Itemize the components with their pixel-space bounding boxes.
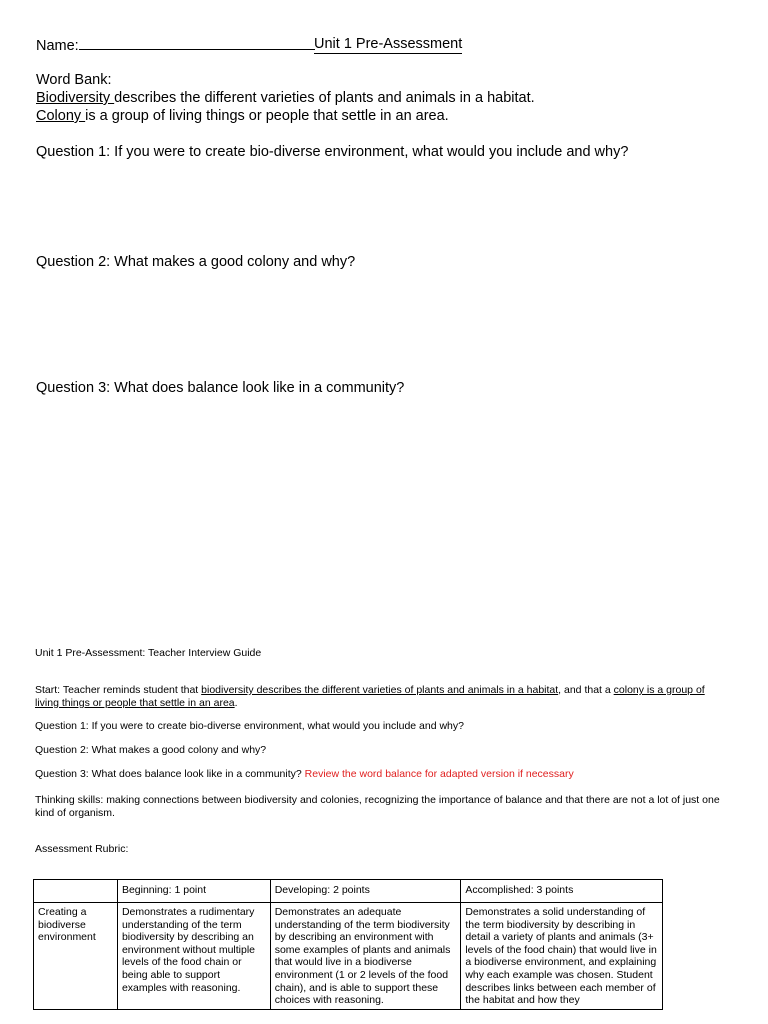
rubric-header-empty (34, 880, 118, 903)
start-biodiversity-definition: biodiversity describes the different varieties of plants and animals in a habitat (201, 684, 559, 696)
guide-question-1: Question 1: If you were to create bio-diverse environment, what would you include and why? (35, 720, 464, 732)
guide-question-3-text: Question 3: What does balance look like in a community? (35, 768, 305, 780)
guide-start (35, 684, 725, 710)
rubric-criterion: Creating a biodiverse environment (34, 903, 118, 1010)
question-2: Question 2: What makes a good colony and why? (36, 254, 356, 270)
term-biodiversity: Biodiversity (36, 90, 115, 106)
question-3: Question 3: What does balance look like in a community? (36, 380, 405, 396)
rubric-header-developing: Developing: 2 points (270, 880, 461, 903)
definition-colony: is a group of living things or people that settle in an area. (85, 108, 449, 124)
word-bank-label: Word Bank: (36, 72, 112, 88)
guide-question-3-note: Review the word balance for adapted version if necessary (304, 768, 574, 780)
start-prefix: Start: Teacher reminds student that (35, 684, 202, 696)
question-1: Question 1: If you were to create bio-diverse environment, what would you include and why? (36, 144, 629, 160)
name-line (36, 35, 463, 55)
guide-question-3 (35, 768, 574, 781)
rubric-accomplished-cell: Demonstrates a solid understanding of the term biodiversity by describing in detail a variety of plants and animals (3+ levels of the food chain) that would live in a biodiverse environment, and explaining why each example was chosen. Student describes links between each member of the habitat and how they (461, 903, 663, 1010)
rubric-row-biodiverse-environment (34, 903, 663, 1010)
guide-title: Unit 1 Pre-Assessment: Teacher Interview Guide (35, 647, 262, 659)
rubric-header-beginning: Beginning: 1 point (117, 880, 270, 903)
word-bank-entry-colony (36, 107, 449, 125)
rubric-beginning-cell: Demonstrates a rudimentary understanding of the term biodiversity by describing an environment without multiple levels of the food chain or being able to support examples with reasoning. (117, 903, 270, 1010)
thinking-skills: Thinking skills: making connections between biodiversity and colonies, recognizing the importance of balance and that there are not a lot of just one kind of organism. (35, 794, 720, 819)
word-bank-entry-biodiversity (36, 89, 535, 107)
guide-question-2: Question 2: What makes a good colony and why? (35, 744, 267, 756)
rubric-developing-cell: Demonstrates an adequate understanding of the term biodiversity by describing an environment with some examples of plants and animals that would live in a biodiverse environment (1 or 2 levels of the food chain), and is able to support these choices with reasoning. (270, 903, 461, 1010)
rubric-header-accomplished: Accomplished: 3 points (461, 880, 663, 903)
assessment-rubric-table (33, 879, 663, 1010)
name-blank[interactable] (79, 35, 315, 50)
term-colony: Colony (36, 108, 86, 124)
rubric-header-row (34, 880, 663, 903)
definition-biodiversity: describes the different varieties of plants and animals in a habitat. (114, 90, 535, 106)
start-colony-definition: colony is a group of living things or people that settle in an area (35, 684, 705, 709)
start-mid: , and that a (558, 684, 614, 696)
name-label: Name: (36, 38, 79, 54)
start-suffix: . (234, 697, 238, 709)
rubric-label: Assessment Rubric: (35, 843, 129, 855)
page-title: Unit 1 Pre-Assessment (314, 36, 463, 52)
